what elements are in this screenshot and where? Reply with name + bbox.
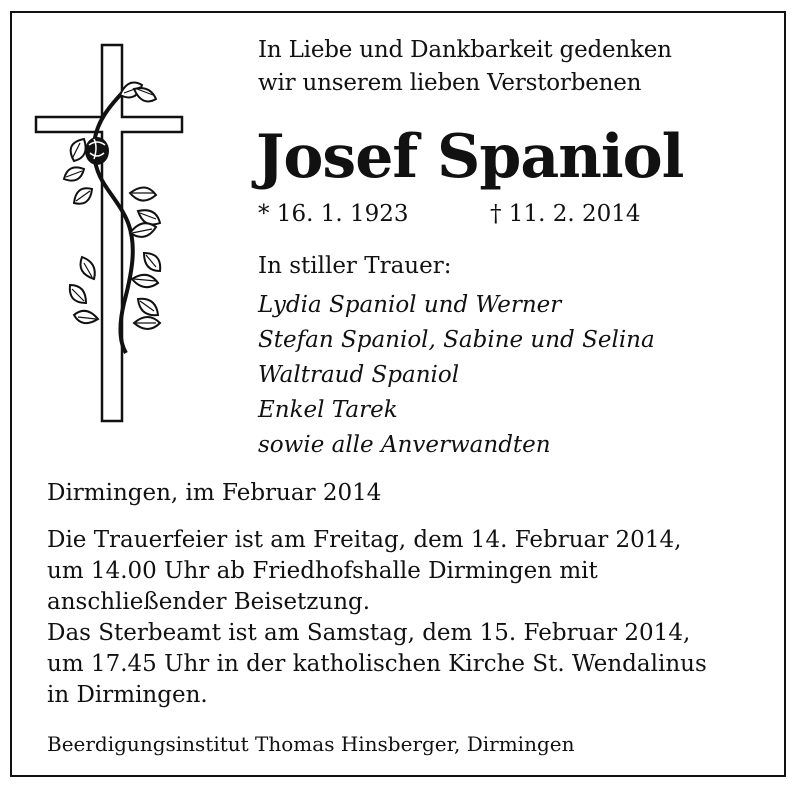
- birth-date: * 16. 1. 1923: [258, 201, 409, 227]
- mourner-item: Waltraud Spaniol: [258, 362, 460, 388]
- mourner-item: sowie alle Anverwandten: [258, 432, 551, 458]
- ceremony-details: [47, 525, 767, 711]
- mourner-item: Lydia Spaniol und Werner: [258, 292, 562, 318]
- cross-with-rose-icon: [34, 43, 184, 423]
- ceremony-line: um 14.00 Uhr ab Friedhofshalle Dirmingen mit: [47, 558, 598, 584]
- undertaker-credit: Beerdigungsinstitut Thomas Hinsberger, Dirmingen: [47, 732, 575, 756]
- mourning-heading: In stiller Trauer:: [258, 253, 452, 279]
- mourner-item: Enkel Tarek: [258, 397, 398, 423]
- ceremony-line: um 17.45 Uhr in der katholischen Kirche St. Wendalinus: [47, 651, 707, 677]
- ceremony-line: anschließender Beisetzung.: [47, 589, 371, 615]
- death-date: † 11. 2. 2014: [490, 201, 641, 227]
- mourner-item: Stefan Spaniol, Sabine und Selina: [258, 327, 655, 353]
- ceremony-line: in Dirmingen.: [47, 682, 208, 708]
- intro-line-1: In Liebe und Dankbarkeit gedenken: [258, 37, 672, 63]
- mourners-list: [258, 288, 778, 463]
- intro-line-2: wir unserem lieben Verstorbenen: [258, 70, 642, 96]
- ceremony-line: Die Trauerfeier ist am Freitag, dem 14. Februar 2014,: [47, 527, 682, 553]
- place-and-date: Dirmingen, im Februar 2014: [47, 480, 382, 506]
- ceremony-line: Das Sterbeamt ist am Samstag, dem 15. Februar 2014,: [47, 620, 691, 646]
- intro-text: [258, 34, 758, 100]
- deceased-name: Josef Spaniol: [256, 122, 684, 192]
